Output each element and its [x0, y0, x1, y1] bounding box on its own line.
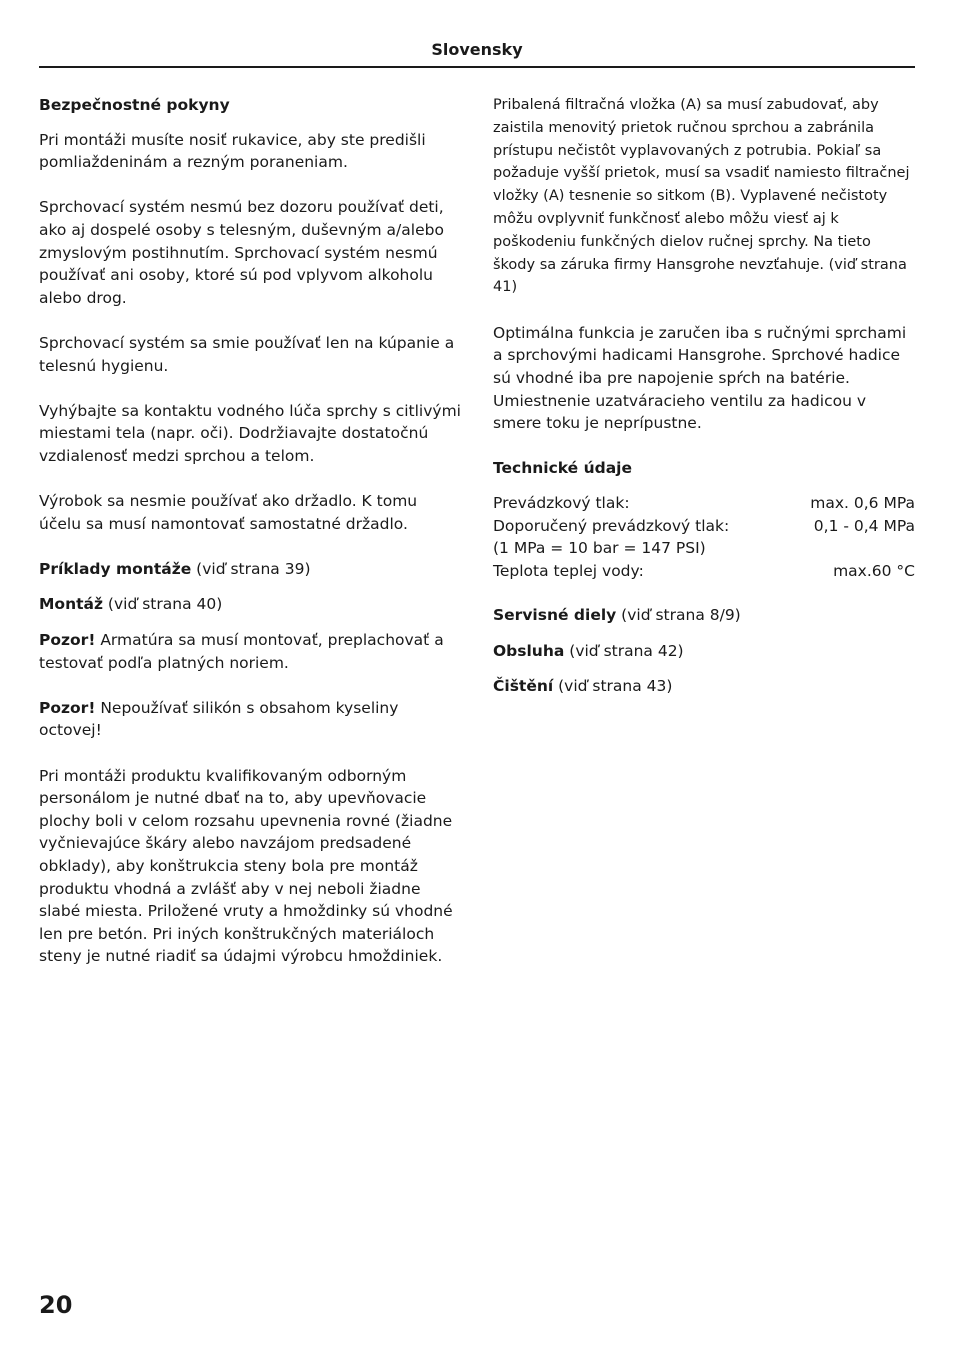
- warning-label: Pozor!: [39, 631, 96, 650]
- examples-ref: (viď strana 39): [191, 559, 311, 578]
- warning-text: Armatúra sa musí montovať, preplachovať a testovať podľa platných noriem.: [39, 631, 444, 672]
- left-column: [39, 94, 461, 991]
- safety-paragraph-eyes: Vyhýbajte sa kontaktu vodného lúča sprchy s citlivými miestami tela (napr. oči). Dodržiavajte dostatočnú vzdialenosť medzi sprchou a telom.: [39, 401, 461, 465]
- spec-label: Doporučený prevádzkový tlak:: [493, 516, 730, 535]
- examples-label: Príklady montáže: [39, 559, 192, 578]
- warning-norms: [39, 629, 461, 674]
- cleaning-line: [493, 675, 915, 698]
- mount-ref: (viď strana 40): [103, 595, 223, 614]
- mount-line: [39, 593, 461, 616]
- warning-text: Nepoužívať silikón s obsahom kyseliny octovej!: [39, 698, 399, 740]
- spec-value: max. 0,6 MPa: [810, 493, 915, 512]
- language-title: Slovensky: [431, 40, 523, 59]
- installation-paragraph: Pri montáži produktu kvalifikovaným odborným personálom je nutné dbať na to, aby upevňovacie plochy boli v celom rozsahu upevnenia rovné (žiadne vyčnievajúce škáry alebo navzájom predsadené obklady), aby konštrukcia steny bola pre montáž produktu vhodná a zvlášť aby v nej neboli žiadne slabé miesta. Priložené vruty a hmoždinky sú vhodné len pre betón. Pri iných konštrukčných materiáloch steny je nutné riadiť sa údajmi výrobcu hmoždiniek.: [39, 766, 453, 966]
- cleaning-ref: (viď strana 43): [553, 677, 673, 696]
- examples-line: [39, 558, 461, 581]
- filter-paragraph: Pribalená filtračná vložka (A) sa musí zabudovať, aby zaistila menovitý prietok ručnou sprchou a zabránila prístupu nečistôt vyplavovaných z potrubia. Pokiaľ sa požaduje vyšší prietok, musí sa vsadiť namiesto filtračnej vložky (A) tesnenie so sitkom (B). Vyplavené nečistoty môžu ovplyvniť funkčnosť alebo môžu viesť aj k poškodeniu funkčných dielov ručnej sprchy. Na tieto škody sa záruka firmy Hansgrohe nevzťahuje. (viď strana 41): [493, 97, 910, 296]
- safety-heading: Bezpečnostné pokyny: [39, 96, 230, 114]
- warning-silicone: [39, 697, 461, 742]
- service-label: Servisné diely: [493, 606, 617, 625]
- spec-label: Prevádzkový tlak:: [493, 493, 630, 512]
- spec-value: max.60 °C: [833, 561, 915, 580]
- spec-row: [493, 515, 915, 538]
- right-column: [493, 94, 915, 711]
- spec-value: 0,1 - 0,4 MPa: [813, 516, 915, 535]
- service-line: [493, 604, 915, 627]
- spec-row: [493, 492, 915, 515]
- safety-paragraph-hygiene: Sprchovací systém sa smie používať len na kúpanie a telesnú hygienu.: [39, 333, 455, 375]
- operation-label: Obsluha: [493, 641, 565, 660]
- spec-label: Teplota teplej vody:: [493, 561, 644, 580]
- spec-table: [493, 492, 915, 582]
- cleaning-label: Čištění: [493, 677, 554, 696]
- safety-paragraph-handle: Výrobok sa nesmie používať ako držadlo. K tomu účelu sa musí namontovať samostatné držadlo.: [39, 492, 418, 533]
- operation-ref: (viď strana 42): [564, 641, 684, 660]
- spec-label: (1 MPa = 10 bar = 147 PSI): [493, 539, 706, 558]
- warning-label: Pozor!: [39, 698, 96, 717]
- tech-heading: Technické údaje: [493, 459, 633, 478]
- optimal-function-paragraph: Optimálna funkcia je zaručen iba s ručnými sprchami a sprchovými hadicami Hansgrohe. Sprchové hadice sú vhodné iba pre napojenie spŕch na batérie. Umiestnenie uzatváracieho ventilu za hadicou v smere toku je neprípustne.: [493, 323, 907, 433]
- page-header: [39, 40, 915, 68]
- safety-paragraph-gloves: Pri montáži musíte nosiť rukavice, aby ste predišli pomliaždeninám a rezným poraneniam.: [39, 130, 426, 172]
- spec-row: [493, 560, 915, 583]
- spec-row: [493, 537, 915, 560]
- service-ref: (viď strana 8/9): [616, 606, 741, 625]
- mount-label: Montáž: [39, 595, 103, 614]
- safety-paragraph-children: Sprchovací systém nesmú bez dozoru používať deti, ako aj dospelé osoby s telesným, duševným a/alebo zmyslovým postihnutím. Sprchovací systém nesmú používať ani osoby, ktoré sú pod vplyvom alkoholu alebo drog.: [39, 198, 444, 307]
- operation-line: [493, 640, 915, 663]
- page-number: 20: [39, 1291, 73, 1319]
